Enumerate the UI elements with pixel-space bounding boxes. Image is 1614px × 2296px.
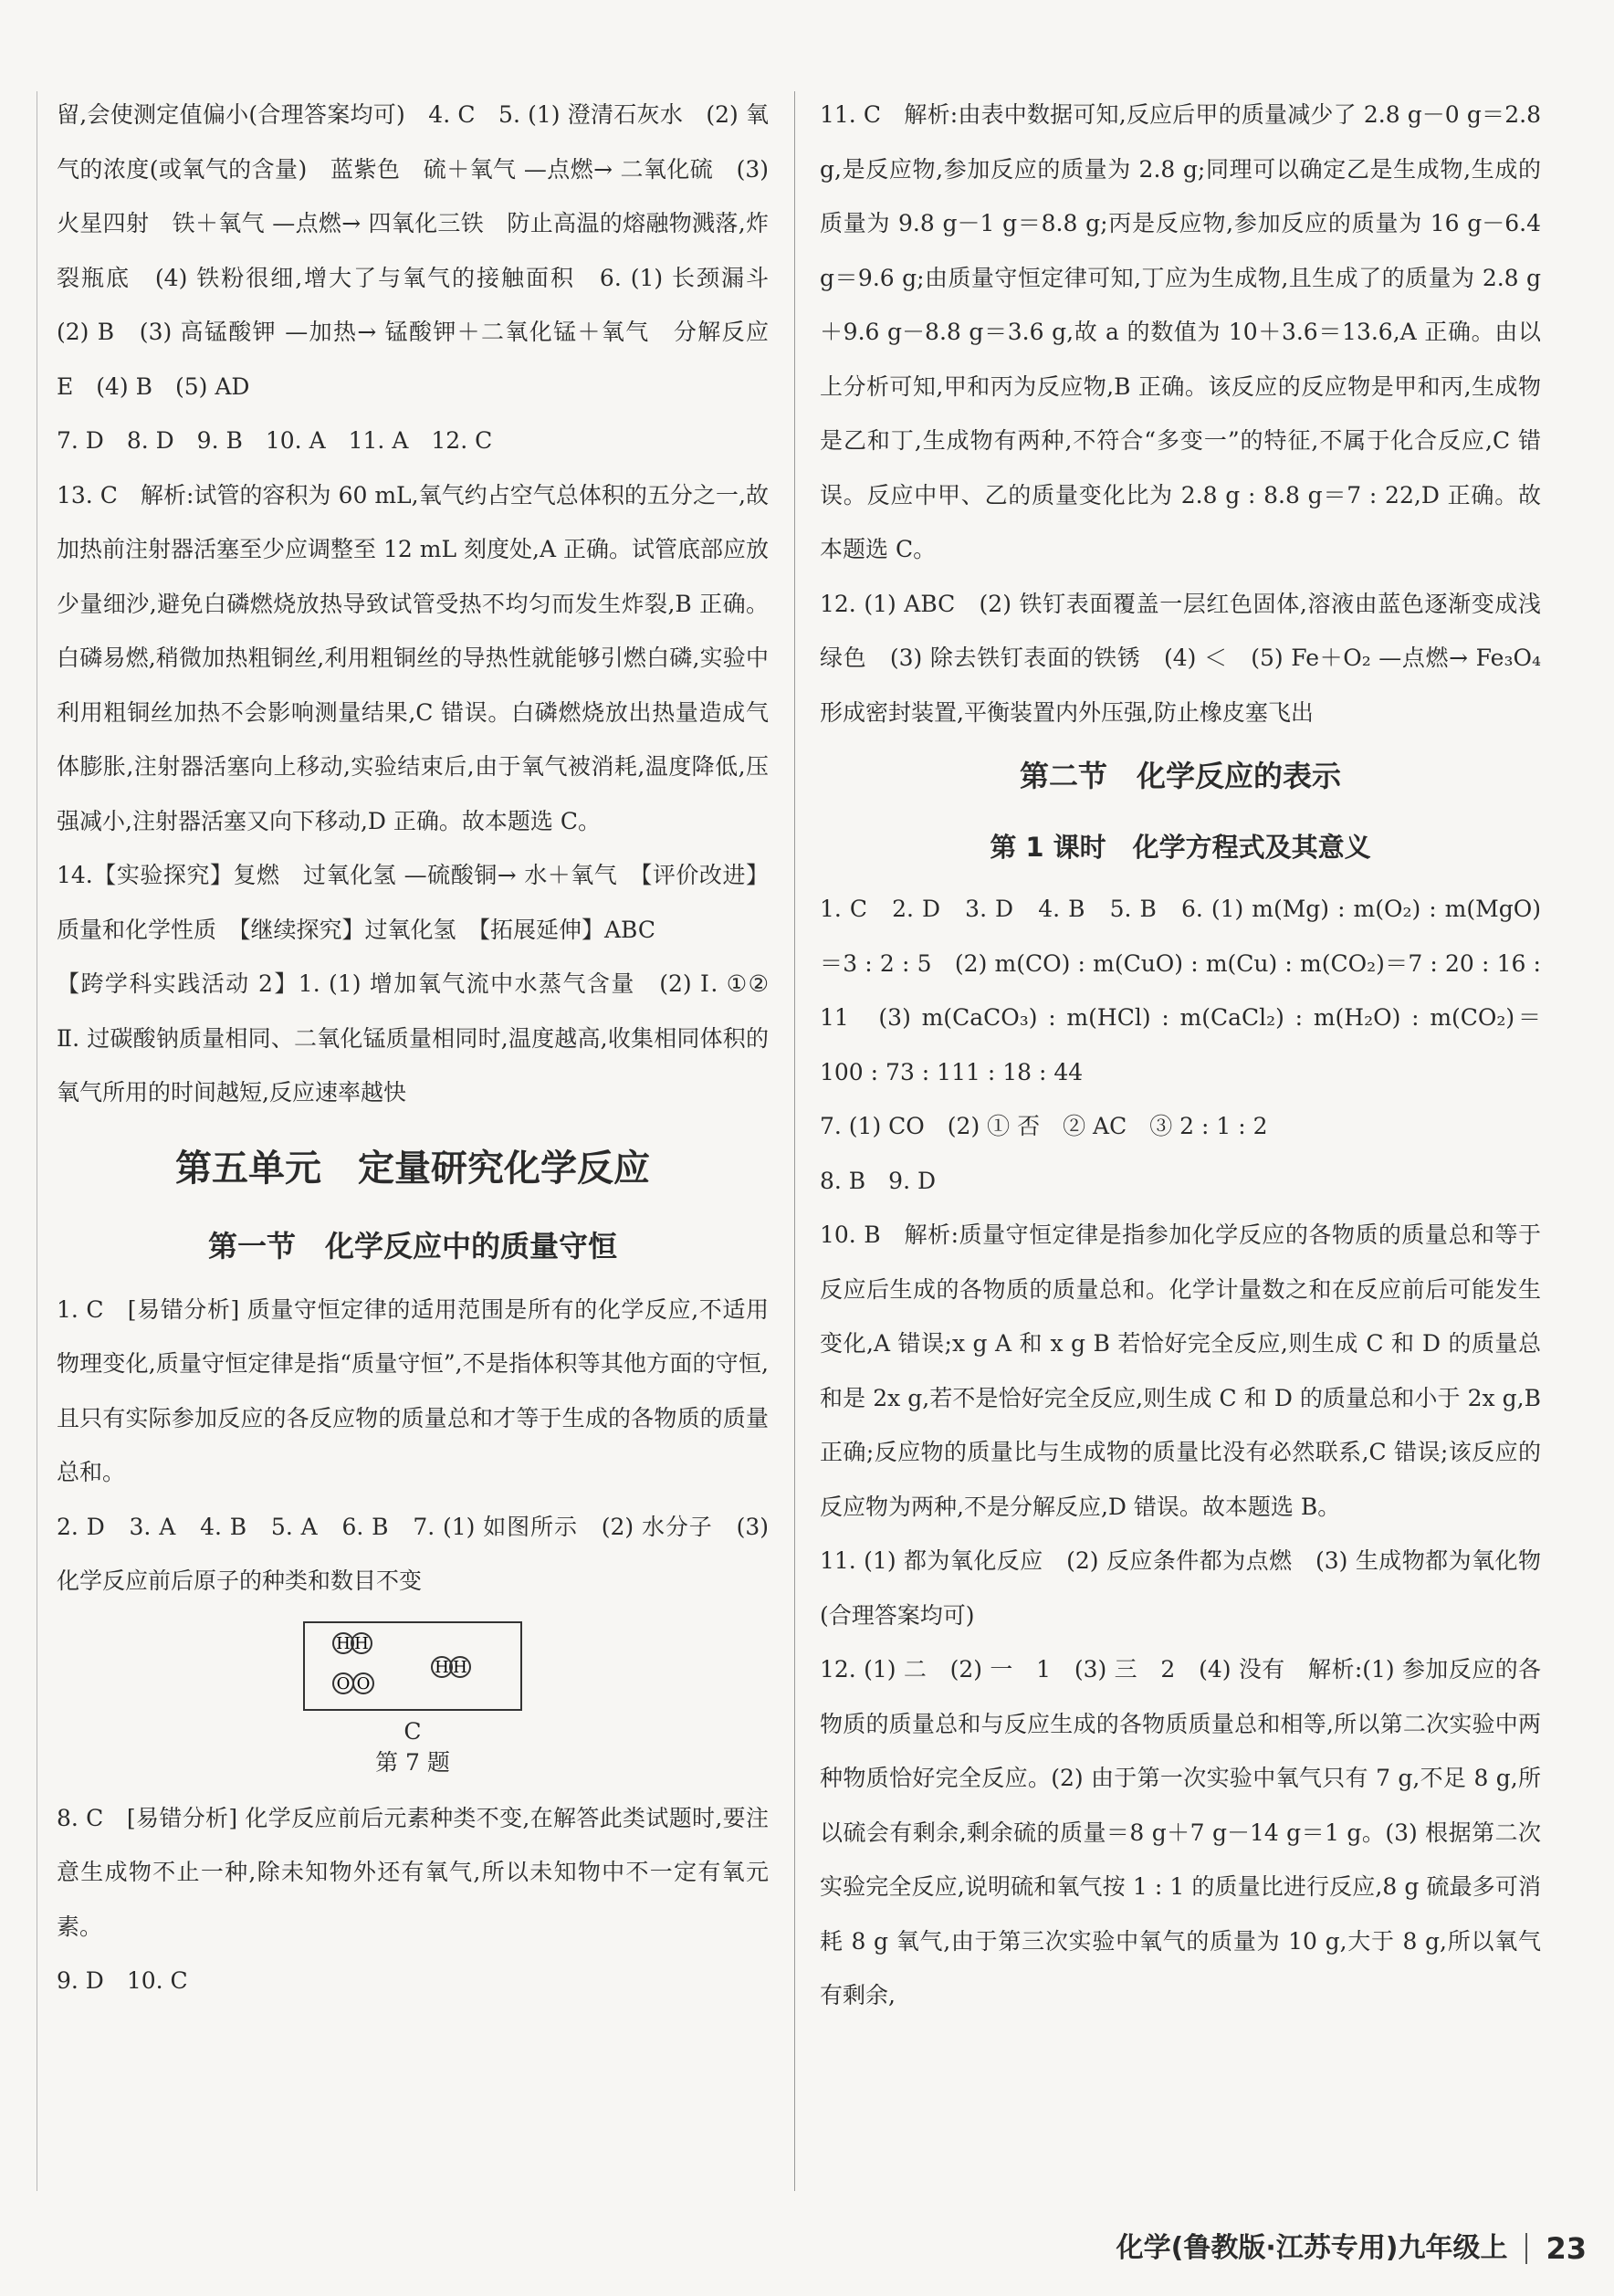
figure-caption: 第 7 题 (375, 1748, 450, 1776)
page-number: 23 (1546, 2231, 1587, 2266)
molecule-figure (303, 1621, 522, 1711)
left-column (57, 88, 792, 2008)
answer-block: 12. (1) 二 (2) 一 1 (3) 三 2 (4) 没有 解析:(1) 参加反应的各物质的质量总和与反应生成的各物质质量总和相等,所以第二次实验中两种物质恰好完全反应。(2) 由于第一次实验中氧气只有 7 g,不足 8 g,所以硫会有剩余,剩余硫的质量＝8 g＋7 g－14 g＝1 g。(3) 根据第二次实验完全反应,说明硫和氧气按 1 : 1 的质量比进行反应,8 g 硫最多可消耗 8 g 氧气,由于第三次实验中氧气的质量为 10 g,大于 8 g,所以氧气有剩余, (820, 1656, 1541, 2008)
figure-label: C (404, 1717, 422, 1745)
answer-block: 13. C 解析:试管的容积为 60 mL,氧气约占空气总体积的五分之一,故加热前注射器活塞至少应调整至 12 mL 刻度处,A 正确。试管底部应放少量细沙,避免白磷燃烧放热导致试管受热不均匀而发生炸裂,B 正确。白磷易燃,稍微加热粗铜丝,利用粗铜丝的导热性就能够引燃白磷,实验中利用粗铜丝加热不会影响测量结果,C 错误。白磷燃烧放出热量造成气体膨胀,注射器活塞向上移动,实验结束后,由于氧气被消耗,温度降低,压强减小,注射器活塞又向下移动,D 正确。故本题选 C。 (57, 481, 769, 834)
right-column (820, 88, 1565, 2023)
answer-block: 12. (1) ABC (2) 铁钉表面覆盖一层红色固体,溶液由蓝色逐渐变成浅绿色 (3) 除去铁钉表面的铁锈 (4) ＜ (5) Fe＋O₂ —点燃→ Fe₃O₄ 形成密封装置,平衡装置内外压强,防止橡皮塞飞出 (820, 590, 1565, 726)
answer-block: 8. B 9. D (820, 1167, 937, 1194)
h-atom: H (453, 1657, 467, 1677)
section-title: 第一节 化学反应中的质量守恒 (207, 1228, 617, 1263)
answer-block: 留,会使测定值偏小(合理答案均可) 4. C 5. (1) 澄清石灰水 (2) 氧气的浓度(或氧气的含量) 蓝紫色 硫＋氧气 —点燃→ 二氧化硫 (3) 火星四射 铁＋氧气 —点燃→ 四氧化三铁 防止高温的熔融物溅落,炸裂瓶底 (4) 铁粉很细,增大了与氧气的接触面积 6. (1) 长颈漏斗 (2) B (3) 高锰酸钾 —加热→ 锰酸钾＋二氧化锰＋氧气 分解反应 E (4) B (5) AD (57, 101, 792, 400)
answer-block: 1. C [易错分析] 质量守恒定律的适用范围是所有的化学反应,不适用物理变化,质量守恒定律是指“质量守恒”,不是指体积等其他方面的守恒,且只有实际参加反应的各反应物的质量总和才等于生成的各物质的质量总和。 (57, 1295, 769, 1485)
page-footer (1116, 2226, 1587, 2271)
footer-separator (1525, 2233, 1527, 2264)
answer-block: 11. C 解析:由表中数据可知,反应后甲的质量减少了 2.8 g－0 g＝2.8 g,是反应物,参加反应的质量为 2.8 g;同理可以确定乙是生成物,生成的质量为 9.8 g－1 g＝8.8 g;丙是反应物,参加反应的质量为 16 g－6.4 g＝9.6 g;由质量守恒定律可知,丁应为生成物,且生成了的质量为 2.8 g＋9.6 g－8.8 g＝3.6 g,故 a 的数值为 10＋3.6＝13.6,A 正确。由以上分析可知,甲和丙为反应物,B 正确。该反应的反应物是甲和丙,生成物是乙和丁,生成物有两种,不符合“多变一”的特征,不属于化合反应,C 错误。反应中甲、乙的质量变化比为 2.8 g : 8.8 g＝7 : 22,D 正确。故本题选 C。 (820, 101, 1541, 562)
book-title: 化学(鲁教版·江苏专用)九年级上 (1116, 2232, 1508, 2264)
h-atom: H (336, 1633, 351, 1653)
answer-block: 【跨学科实践活动 2】1. (1) 增加氧气流中水蒸气含量 (2) Ⅰ. ①② Ⅱ. 过碳酸钠质量相同、二氧化锰质量相同时,温度越高,收集相同体积的氧气所用的时间越短,反应速率越快 (57, 970, 792, 1106)
o-atom: O (336, 1673, 351, 1693)
section-title: 第二节 化学反应的表示 (1019, 759, 1341, 793)
h-atom: H (354, 1633, 369, 1653)
hydrogen-molecule (432, 1657, 470, 1677)
lesson-title: 第 1 课时 化学方程式及其意义 (990, 832, 1371, 863)
unit-title: 第五单元 定量研究化学反应 (175, 1147, 650, 1190)
o-atom: O (356, 1673, 371, 1693)
oxygen-molecule (333, 1673, 373, 1693)
h-atom: H (435, 1657, 449, 1677)
hydrogen-molecule (333, 1633, 372, 1653)
answer-block: 7. D 8. D 9. B 10. A 11. A 12. C (57, 427, 493, 454)
answer-block: 14.【实验探究】复燃 过氧化氢 —硫酸铜→ 水＋氧气 【评价改进】质量和化学性质 【继续探究】过氧化氢 【拓展延伸】ABC (57, 862, 769, 943)
answer-block: 9. D 10. C (57, 1967, 188, 1994)
answer-block: 2. D 3. A 4. B 5. A 6. B 7. (1) 如图所示 (2) 水分子 (3) 化学反应前后原子的种类和数目不变 (57, 1513, 769, 1594)
answer-block: 1. C 2. D 3. D 4. B 5. B 6. (1) m(Mg) : m(O₂) : m(MgO)＝3 : 2 : 5 (2) m(CO) : m(CuO) : m(Cu) : m(CO₂)＝7 : 20 : 16 : 11 (3) m(CaCO₃) : m(HCl) : m(CaCl₂) : m(H₂O) : m(CO₂)＝100 : 73 : 111 : 18 : 44 (820, 896, 1541, 1085)
answer-block: 10. B 解析:质量守恒定律是指参加化学反应的各物质的质量总和等于反应后生成的各物质的质量总和。化学计量数之和在反应前后可能发生变化,A 错误;x g A 和 x g B 若恰好完全反应,则生成 C 和 D 的质量总和是 2x g,若不是恰好完全反应,则生成 C 和 D 的质量总和小于 2x g,B 正确;反应物的质量比与生成物的质量比没有必然联系,C 错误;该反应的反应物为两种,不是分解反应,D 错误。故本题选 B。 (820, 1221, 1541, 1520)
answer-block: 8. C [易错分析] 化学反应前后元素种类不变,在解答此类试题时,要注意生成物不止一种,除未知物外还有氧气,所以未知物中不一定有氧元素。 (57, 1804, 769, 1940)
answer-block: 11. (1) 都为氧化反应 (2) 反应条件都为点燃 (3) 生成物都为氧化物(合理答案均可) (820, 1547, 1541, 1629)
column-divider (794, 91, 795, 2191)
answer-block: 7. (1) CO (2) ① 否 ② AC ③ 2 : 1 : 2 (820, 1113, 1268, 1139)
